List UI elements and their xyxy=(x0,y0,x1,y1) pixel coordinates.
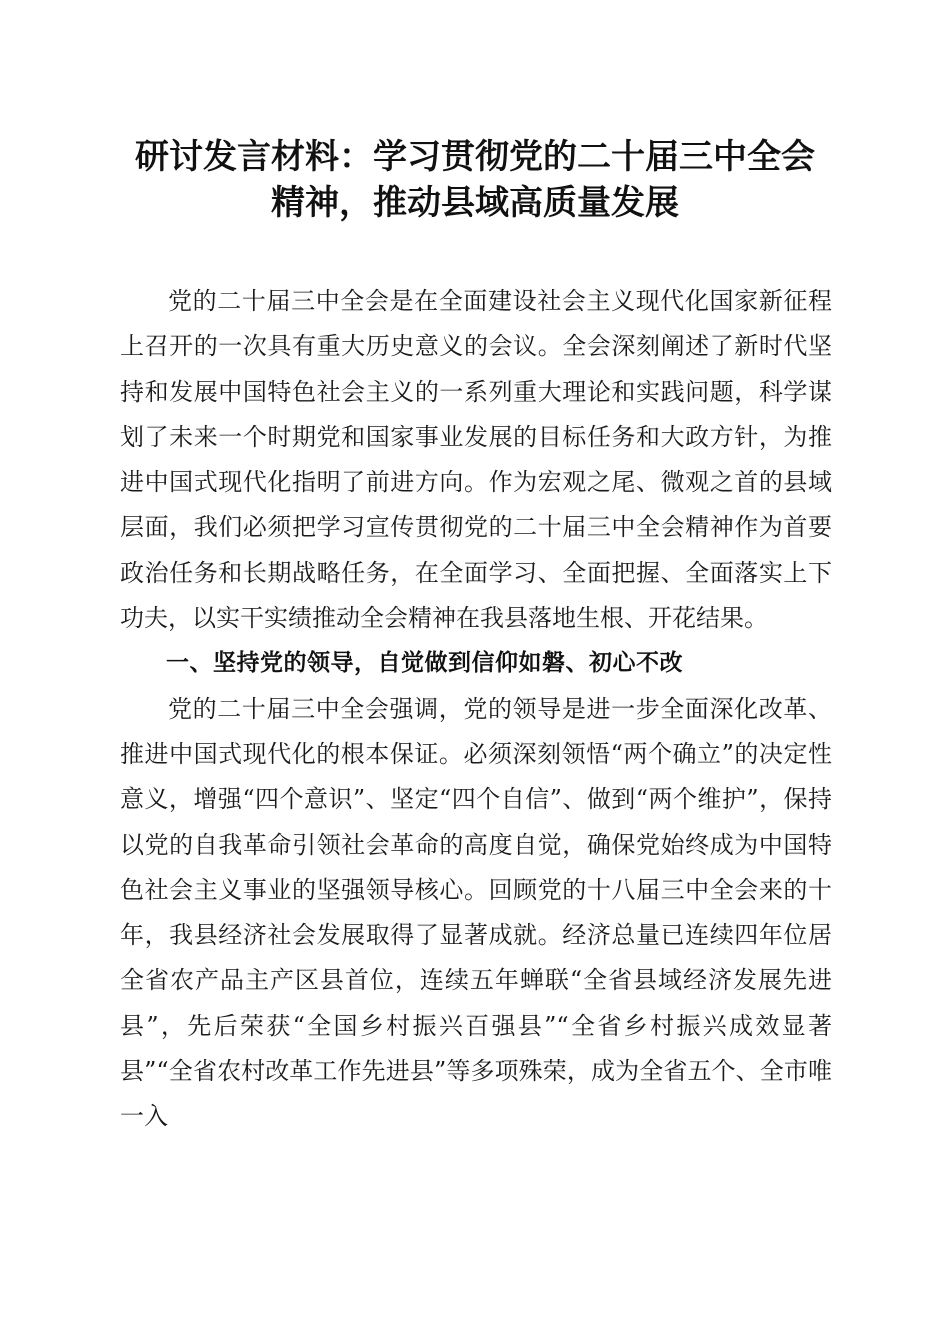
section-1-paragraph: 党的二十届三中全会强调，党的领导是进一步全面深化改革、推进中国式现代化的根本保证。必须深刻领悟“两个确立”的决定性意义，增强“四个意识”、坚定“四个自信”、做到“两个维护”，保持以党的自我革命引领社会革命的高度自觉，确保党始终成为中国特色社会主义事业的坚强领导核心。回顾党的十八届三中全会来的十年，我县经济社会发展取得了显著成就。经济总量已连续四年位居全省农产品主产区县首位，连续五年蝉联“全省县域经济发展先进县”，先后荣获“全国乡村振兴百强县”“全省乡村振兴成效显著县”“全省农村改革工作先进县”等多项殊荣，成为全省五个、全市唯一入 xyxy=(120,694,832,1131)
intro-paragraph: 党的二十届三中全会是在全面建设社会主义现代化国家新征程上召开的一次具有重大历史意义的会议。全会深刻阐述了新时代坚持和发展中国特色社会主义的一系列重大理论和实践问题，科学谋划了未来一个时期党和国家事业发展的目标任务和大政方针，为推进中国式现代化指明了前进方向。作为宏观之尾、微观之首的县域层面，我们必须把学习宣传贯彻党的二十届三中全会精神作为首要政治任务和长期战略任务，在全面学习、全面把握、全面落实上下功夫，以实干实绩推动全会精神在我县落地生根、开花结果。 xyxy=(120,287,832,633)
title-line-1: 研讨发言材料：学习贯彻党的二十届三中全会 xyxy=(135,137,815,177)
title-line-2: 精神，推动县域高质量发展 xyxy=(271,183,679,223)
section-heading-1: 一、坚持党的领导，自觉做到信仰如磐、初心不改 xyxy=(166,650,683,677)
document-body xyxy=(120,279,832,1140)
document-title xyxy=(100,134,850,226)
